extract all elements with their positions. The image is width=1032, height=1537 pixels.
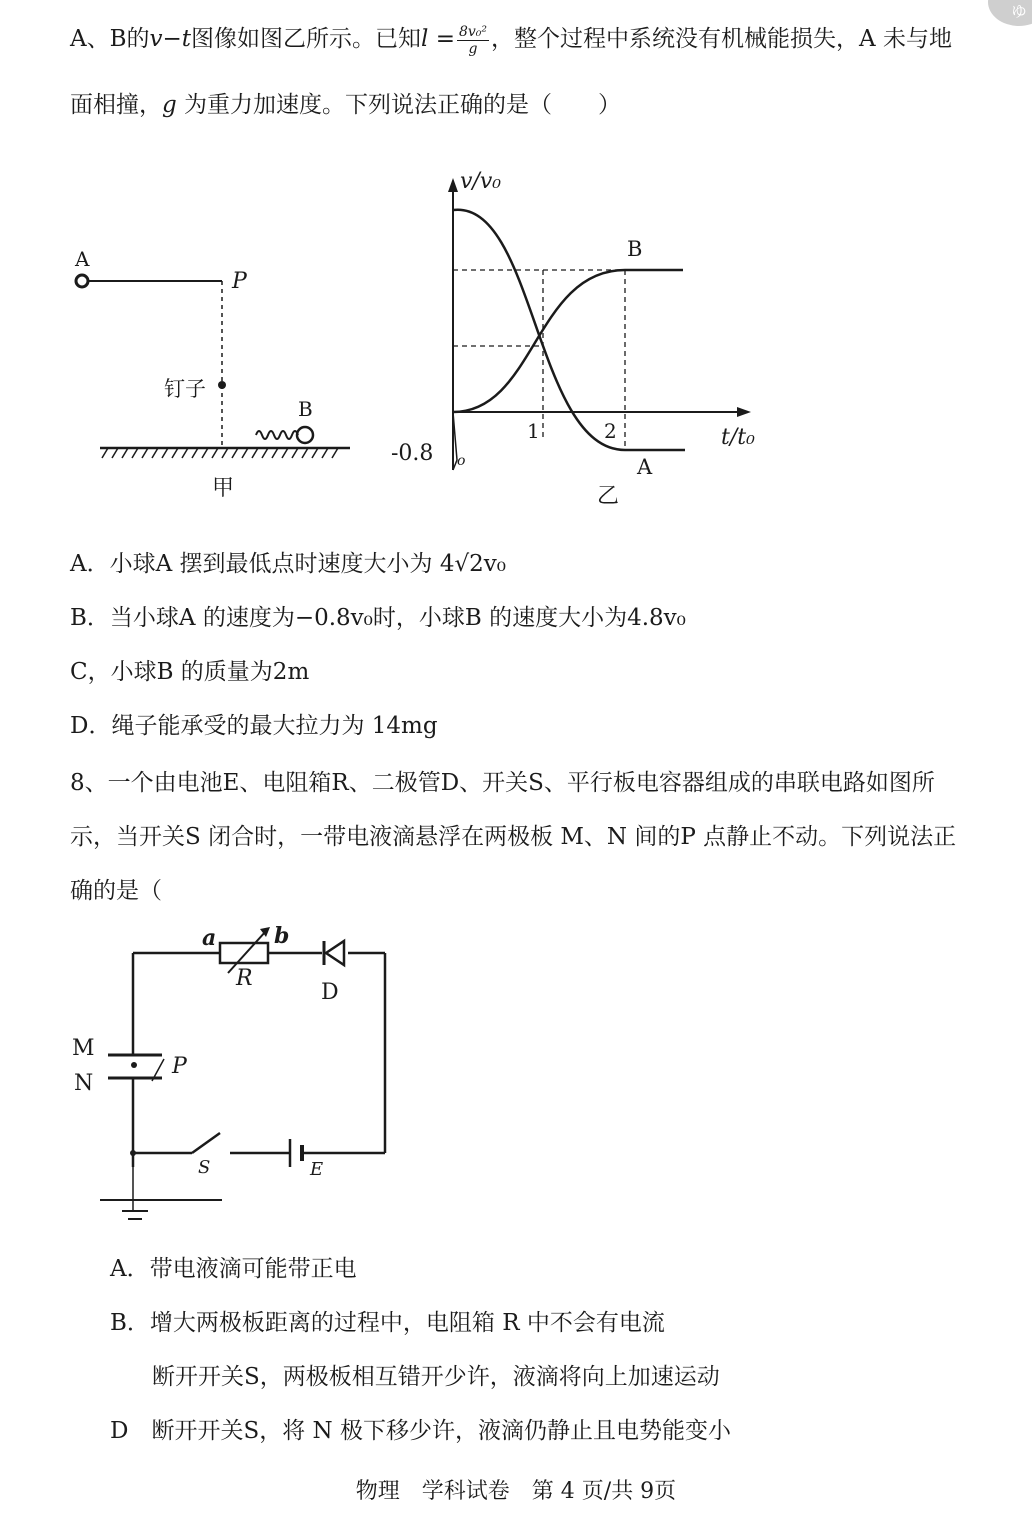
switch-blade <box>192 1133 220 1153</box>
curve-a-label: A <box>637 455 653 479</box>
circuit-figure <box>60 915 420 1225</box>
fig-yi-caption: 乙 <box>597 484 620 509</box>
page-footer: 物理 学科试卷 第 4 页/共 9页 <box>355 1479 677 1504</box>
q8-stem-line2: 示，当开关S 闭合时，一带电液滴悬浮在两极板 M、N 间的P 点静止不动。下列说法正 <box>70 824 957 850</box>
fig-jia-label-p: P <box>232 269 247 294</box>
q7-option-d: D．绳子能承受的最大拉力为 14mg <box>70 713 438 739</box>
q7-option-b: B．当小球A 的速度为−0.8v₀时，小球B 的速度大小为4.8v₀ <box>70 605 686 631</box>
junction-node <box>130 1150 136 1156</box>
q8-option-a: A．带电液滴可能带正电 <box>110 1256 357 1282</box>
ball-a <box>76 275 88 287</box>
tick-1: 1 <box>527 419 540 443</box>
fig-jia-label-b: B <box>298 397 313 421</box>
q8-option-c: 断开开关S，两极板相互错开少许，液滴将向上加速运动 <box>152 1364 720 1390</box>
ball-b <box>297 427 313 443</box>
q7-stem-line2 <box>70 86 621 119</box>
q7-option-a: A．小球A 摆到最低点时速度大小为 4√2v₀ <box>70 551 506 577</box>
q7-g-symbol: g <box>162 92 177 118</box>
q7-vt: v−t <box>149 26 192 52</box>
y-axis-label: v/v₀ <box>460 169 502 194</box>
q7-intro-a: A、B的 <box>70 26 150 52</box>
curve-b-label: B <box>627 237 643 261</box>
fig-jia-label-a: A <box>75 247 90 271</box>
q7-intro-b: 图像如图乙所示。已知 <box>191 26 422 52</box>
q7-line2-b: 为重力加速度。下列说法正确的是（ ） <box>176 92 622 118</box>
neg-tick: -0.8 <box>391 441 434 466</box>
q7-intro-c: ，整个过程中系统没有机械能损失，A 未与地 <box>491 26 952 52</box>
label-e: E <box>310 1159 324 1180</box>
fig-jia-label-nail: 钉子 <box>164 377 206 401</box>
q8-stem-line3: 确的是（ <box>70 878 162 904</box>
label-m: M <box>72 1036 95 1061</box>
q7-frac-den: g <box>468 40 478 57</box>
fig-jia-caption: 甲 <box>212 476 235 501</box>
label-s: S <box>198 1157 211 1178</box>
corner-badge: ゅ <box>988 0 1032 26</box>
q7-line2-a: 面相撞， <box>70 92 162 118</box>
x-axis-arrow <box>737 407 751 417</box>
q7-stem-line1 <box>70 20 952 57</box>
origin-label: o <box>457 453 466 469</box>
curve-a <box>453 210 685 450</box>
nail <box>218 381 226 389</box>
diode-triangle <box>326 941 344 965</box>
q7-option-c: C，小球B 的质量为2m <box>70 659 310 685</box>
label-n: N <box>74 1071 94 1096</box>
figure-jia <box>60 230 380 510</box>
tick-2: 2 <box>604 419 617 443</box>
x-axis-label: t/t₀ <box>721 425 755 450</box>
label-p: P <box>172 1054 187 1079</box>
droplet-p <box>131 1062 137 1068</box>
q8-stem-line1: 8、一个由电池E、电阻箱R、二极管D、开关S、平行板电容器组成的串联电路如图所 <box>70 770 935 796</box>
label-d: D <box>321 980 339 1005</box>
q7-fraction <box>457 24 489 57</box>
q7-l-eq: l = <box>421 26 455 52</box>
q8-option-b: B．增大两极板距离的过程中，电阻箱 R 中不会有电流 <box>110 1310 665 1336</box>
q8-option-d: D 断开开关S，将 N 极下移少许，液滴仍静止且电势能变小 <box>110 1418 731 1444</box>
y-axis-arrow <box>448 178 458 192</box>
curve-b <box>453 270 683 412</box>
ground-hatch <box>102 448 338 458</box>
q7-frac-num: 8v₀² <box>458 23 488 40</box>
resistor-box <box>220 943 268 963</box>
label-b: b <box>274 923 290 949</box>
spring <box>256 431 298 439</box>
figure-yi <box>385 160 785 510</box>
label-r: R <box>236 966 253 991</box>
label-a: a <box>202 925 217 951</box>
